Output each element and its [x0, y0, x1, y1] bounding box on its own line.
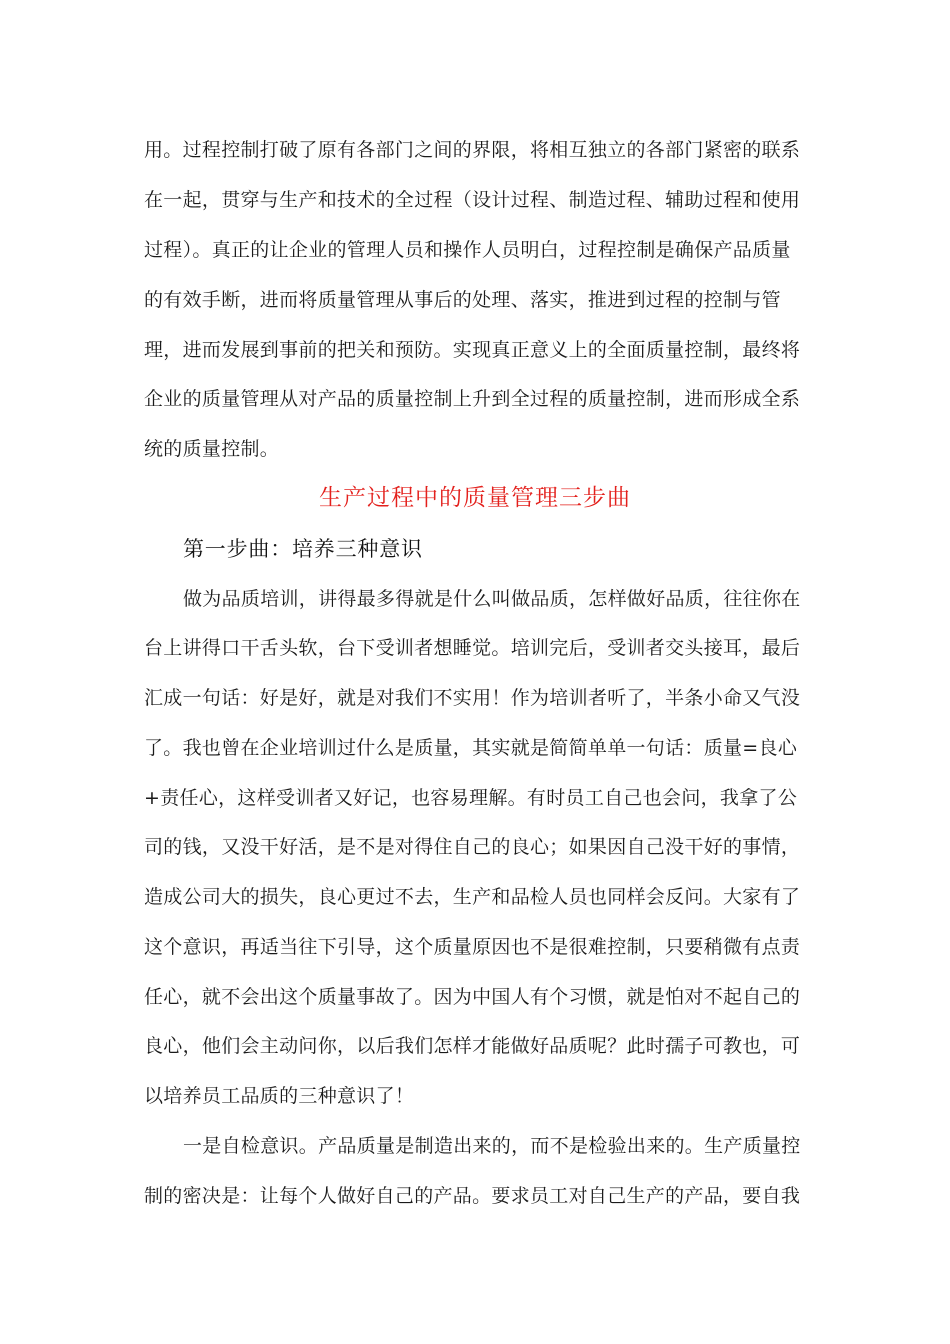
paragraph-3-line-2: 制的密决是：让每个人做好自己的产品。要求员工对自己生产的产品，要自我	[144, 1185, 801, 1207]
paragraph-1-line-3: 过程）。真正的让企业的管理人员和操作人员明白，过程控制是确保产品质量	[144, 239, 791, 261]
paragraph-1-line-7: 统的质量控制。	[144, 438, 280, 460]
paragraph-2-line-11: 以培养员工品质的三种意识了！	[144, 1085, 415, 1107]
paragraph-2-line-1: 做为品质培训，讲得最多得就是什么叫做品质，怎样做好品质，往往你在	[183, 588, 801, 610]
paragraph-1-line-1: 用。过程控制打破了原有各部门之间的界限，将相互独立的各部门紧密的联系	[144, 139, 801, 161]
step-one-heading: 第一步曲：培养三种意识	[183, 537, 423, 561]
paragraph-1-line-5: 理，进而发展到事前的把关和预防。实现真正意义上的全面质量控制，最终将	[144, 339, 801, 361]
paragraph-2-line-9: 任心，就不会出这个质量事故了。因为中国人有个习惯，就是怕对不起自己的	[144, 986, 801, 1008]
paragraph-2-line-6: 司的钱，又没干好活，是不是对得住自己的良心；如果因自己没干好的事情，	[144, 836, 801, 858]
paragraph-1-line-2: 在一起，贯穿与生产和技术的全过程（设计过程、制造过程、辅助过程和使用	[144, 189, 801, 211]
paragraph-2-line-2: 台上讲得口干舌头软，台下受训者想睡觉。培训完后，受训者交头接耳，最后	[144, 637, 801, 659]
paragraph-2-line-7: 造成公司大的损失，良心更过不去，生产和品检人员也同样会反问。大家有了	[144, 886, 801, 908]
paragraph-2-line-10: 良心，他们会主动问你，以后我们怎样才能做好品质呢？此时孺子可教也，可	[144, 1035, 801, 1057]
paragraph-1-line-4: 的有效手断，进而将质量管理从事后的处理、落实，推进到过程的控制与管	[144, 289, 781, 311]
section-title: 生产过程中的质量管理三步曲	[319, 485, 631, 511]
paragraph-1-line-6: 企业的质量管理从对产品的质量控制上升到全过程的质量控制，进而形成全系	[144, 388, 801, 410]
paragraph-2-line-8: 这个意识，再适当往下引导，这个质量原因也不是很难控制，只要稍微有点责	[144, 936, 801, 958]
paragraph-2-line-5: +责任心，这样受训者又好记，也容易理解。有时员工自己也会问，我拿了公	[144, 787, 798, 809]
paragraph-2-line-3: 汇成一句话：好是好，就是对我们不实用！作为培训者听了，半条小命又气没	[144, 687, 801, 709]
paragraph-2-line-4: 了。我也曾在企业培训过什么是质量，其实就是简简单单一句话：质量=良心	[144, 737, 798, 759]
paragraph-3-line-1: 一是自检意识。产品质量是制造出来的，而不是检验出来的。生产质量控	[183, 1135, 801, 1157]
